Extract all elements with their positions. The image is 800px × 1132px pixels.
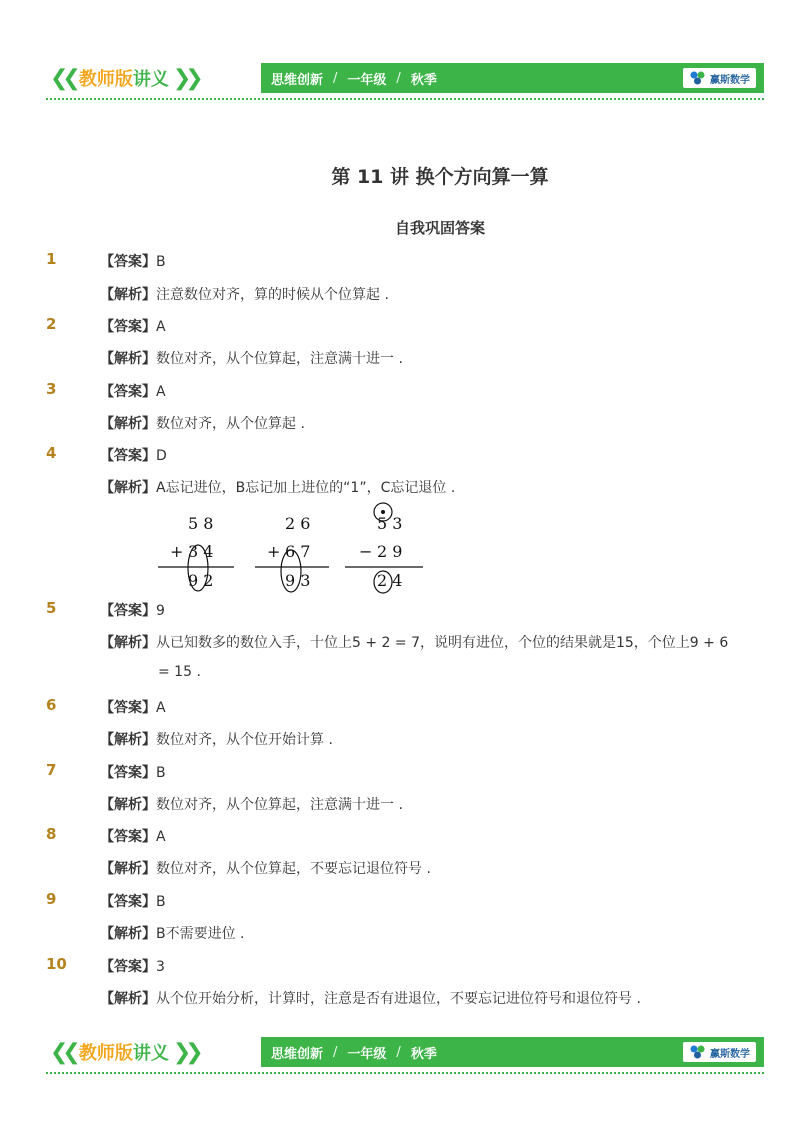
answer-value: B [156, 254, 166, 270]
explanation-label: 【解析】 [100, 480, 156, 496]
header-crumb-separator: / [333, 70, 338, 86]
calc-c-result: 2 4 [377, 571, 403, 590]
brand-logo [683, 68, 756, 88]
explanation-text: 数位对齐，从个位算起，注意满十进一 . [156, 351, 403, 367]
explanation-label: 【解析】 [100, 861, 156, 877]
calc-a-result: 9 2 [188, 571, 214, 590]
double-chevron-right-icon: ❯❯ [172, 1039, 198, 1065]
answer-line [100, 956, 165, 976]
footer-crumb-separator: / [333, 1044, 338, 1060]
header-banner [46, 63, 764, 93]
item-number: 10 [46, 955, 67, 973]
item-number: 6 [46, 696, 57, 714]
answer-value: 3 [156, 959, 165, 975]
explanation-text: A忘记进位，B忘记加上进位的“1”，C忘记退位 . [156, 480, 456, 496]
item-number: 8 [46, 825, 57, 843]
brand-logo [683, 1042, 756, 1062]
calc-b-operator: + [267, 542, 281, 561]
explanation-label: 【解析】 [100, 797, 156, 813]
explanation-line [100, 858, 431, 878]
calc-a-second: 3 4 [188, 542, 214, 561]
item-number: 1 [46, 250, 57, 268]
footer-crumb: 秋季 [410, 1046, 437, 1062]
explanation-label: 【解析】 [100, 732, 156, 748]
explanation-continuation: = 15 . [158, 664, 201, 680]
answer-label: 【答案】 [100, 700, 156, 716]
calc-b-result: 9 3 [285, 571, 311, 590]
footer-divider [46, 1072, 764, 1074]
header-crumb: 思维创新 [271, 72, 324, 88]
explanation-line [100, 729, 333, 749]
header-crumb-separator: / [396, 70, 401, 86]
header-crumb: 一年级 [347, 72, 387, 88]
footer-tag-left: 教师版 [78, 1043, 133, 1064]
footer-tag [46, 1037, 261, 1067]
explanation-text: 数位对齐，从个位开始计算 . [156, 732, 333, 748]
footer-crumb: 思维创新 [271, 1046, 324, 1062]
answer-label: 【答案】 [100, 254, 156, 270]
calc-a-top: 5 8 [188, 514, 214, 533]
calc-a-operator: + [170, 542, 184, 561]
answer-line [100, 891, 166, 911]
explanation-label: 【解析】 [100, 351, 156, 367]
answer-label: 【答案】 [100, 959, 156, 975]
logo-text: 赢斯数学 [710, 1048, 750, 1060]
page-subtitle: 自我巩固答案 [394, 219, 485, 237]
vertical-calculation-c [345, 500, 429, 596]
calc-c-top: 5 3 [377, 514, 403, 533]
header-breadcrumb [271, 69, 437, 88]
explanation-line [100, 988, 641, 1008]
page-title: 第 11 讲 换个方向算一算 [331, 166, 549, 188]
logo-icon [689, 70, 707, 86]
header-divider [46, 98, 764, 100]
explanation-line [100, 348, 403, 368]
item-number: 3 [46, 380, 57, 398]
header-crumb: 秋季 [410, 72, 437, 88]
answer-value: A [156, 384, 166, 400]
double-chevron-left-icon: ❮❮ [50, 65, 75, 91]
explanation-label: 【解析】 [100, 635, 156, 651]
answer-value: D [156, 448, 167, 464]
answer-value: A [156, 319, 166, 335]
answer-label: 【答案】 [100, 765, 156, 781]
explanation-text: 从个位开始分析，计算时，注意是否有进退位，不要忘记进位符号和退位符号 . [156, 991, 641, 1007]
explanation-text: 数位对齐，从个位算起 . [156, 416, 305, 432]
footer-tag-right: 讲义 [132, 1043, 169, 1064]
explanation-text: B不需要进位 . [156, 926, 245, 942]
answer-value: B [156, 765, 166, 781]
item-number: 2 [46, 315, 57, 333]
answer-value: A [156, 700, 166, 716]
footer-crumb: 一年级 [347, 1046, 387, 1062]
calc-b-second: 6 7 [285, 542, 311, 561]
explanation-label: 【解析】 [100, 926, 156, 942]
vertical-calculation-a [158, 508, 238, 594]
item-number: 9 [46, 890, 57, 908]
answer-line [100, 381, 166, 401]
explanation-line [100, 284, 389, 304]
answer-line [100, 826, 166, 846]
answer-label: 【答案】 [100, 319, 156, 335]
double-chevron-right-icon: ❯❯ [172, 65, 198, 91]
explanation-line [100, 413, 305, 433]
explanation-label: 【解析】 [100, 287, 156, 303]
answer-line [100, 600, 165, 620]
calc-b-top: 2 6 [285, 514, 311, 533]
answer-label: 【答案】 [100, 603, 156, 619]
logo-icon [689, 1044, 707, 1060]
footer-banner [46, 1037, 764, 1067]
double-chevron-left-icon: ❮❮ [50, 1039, 75, 1065]
answer-label: 【答案】 [100, 894, 156, 910]
answer-line [100, 445, 167, 465]
answer-label: 【答案】 [100, 448, 156, 464]
answer-label: 【答案】 [100, 384, 156, 400]
vertical-calculation-b [255, 508, 335, 594]
explanation-label: 【解析】 [100, 416, 156, 432]
footer-breadcrumb [271, 1043, 437, 1062]
header-tag-left: 教师版 [78, 69, 133, 90]
header-tag-right: 讲义 [132, 69, 169, 90]
footer-crumb-separator: / [396, 1044, 401, 1060]
answer-line [100, 316, 166, 336]
explanation-line [100, 477, 455, 497]
item-number: 4 [46, 444, 57, 462]
calc-c-operator: − [359, 542, 373, 561]
explanation-label: 【解析】 [100, 991, 156, 1007]
answer-line [100, 251, 166, 271]
answer-value: B [156, 894, 166, 910]
explanation-line [100, 923, 245, 943]
explanation-text: 数位对齐，从个位算起，不要忘记退位符号 . [156, 861, 431, 877]
item-number: 5 [46, 599, 57, 617]
answer-value: 9 [156, 603, 165, 619]
explanation-text: 数位对齐，从个位算起，注意满十进一 . [156, 797, 403, 813]
answer-line [100, 762, 166, 782]
calc-c-second: 2 9 [377, 542, 403, 561]
header-tag [46, 63, 261, 93]
logo-text: 赢斯数学 [710, 74, 750, 86]
item-number: 7 [46, 761, 57, 779]
explanation-text: 从已知数多的数位入手，十位上5 + 2 = 7，说明有进位，个位的结果就是15，个位上9 + 6 [156, 635, 729, 651]
answer-label: 【答案】 [100, 829, 156, 845]
explanation-text: 注意数位对齐，算的时候从个位算起 . [156, 287, 389, 303]
explanation-line [100, 794, 403, 814]
explanation-line [100, 632, 728, 652]
answer-value: A [156, 829, 166, 845]
answer-line [100, 697, 166, 717]
